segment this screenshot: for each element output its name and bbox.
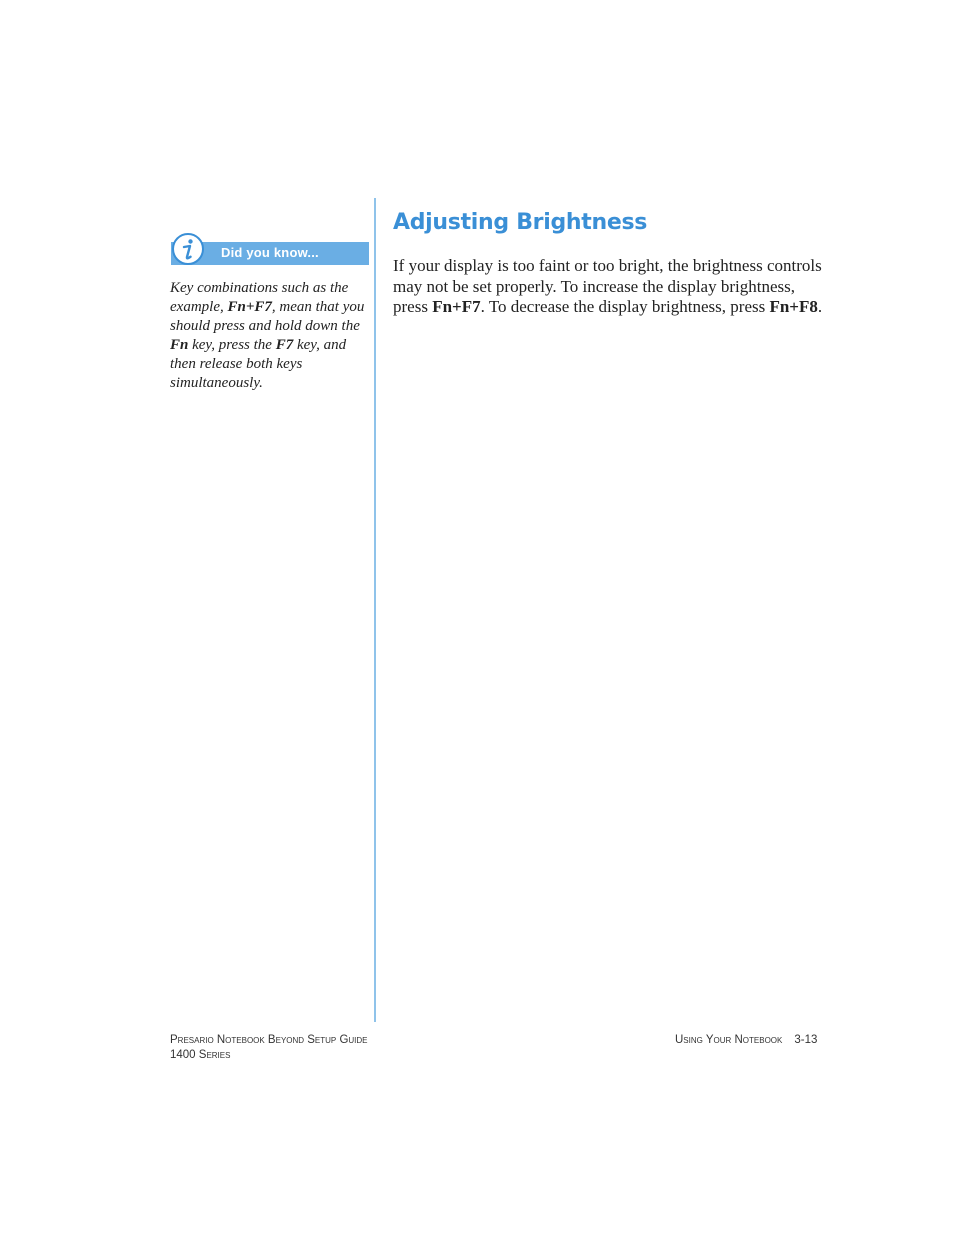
key-fn-f8: Fn+F8 <box>769 297 818 316</box>
footer-title-line2: 1400 Series <box>170 1049 231 1061</box>
body-paragraph: If your display is too faint or too bright, the brightness controls may not be set properly. To increase the display brightness, press Fn+F7. To decrease the display brightness, press Fn+F8. <box>393 256 823 316</box>
sidebar-note: Key combinations such as the example, Fn+F7, mean that you should press and hold down the Fn key, press the F7 key, and then release both keys simultaneously. <box>170 280 365 391</box>
did-you-know-label: Did you know... <box>221 245 319 260</box>
info-icon <box>172 233 204 265</box>
footer-section-title: Using Your Notebook <box>675 1034 783 1046</box>
key-fn-f7-main: Fn+F7 <box>432 297 481 316</box>
footer-title-line1: Presario Notebook Beyond Setup Guide <box>170 1034 368 1046</box>
column-divider <box>374 198 376 1022</box>
footer-section <box>675 1033 817 1048</box>
key-fn-f7: Fn+F7 <box>227 299 272 315</box>
page-number: 3-13 <box>794 1034 818 1046</box>
key-f7: F7 <box>275 337 294 353</box>
key-fn: Fn <box>170 337 189 353</box>
footer-book-title <box>170 1033 368 1063</box>
section-heading: Adjusting Brightness <box>393 210 648 235</box>
